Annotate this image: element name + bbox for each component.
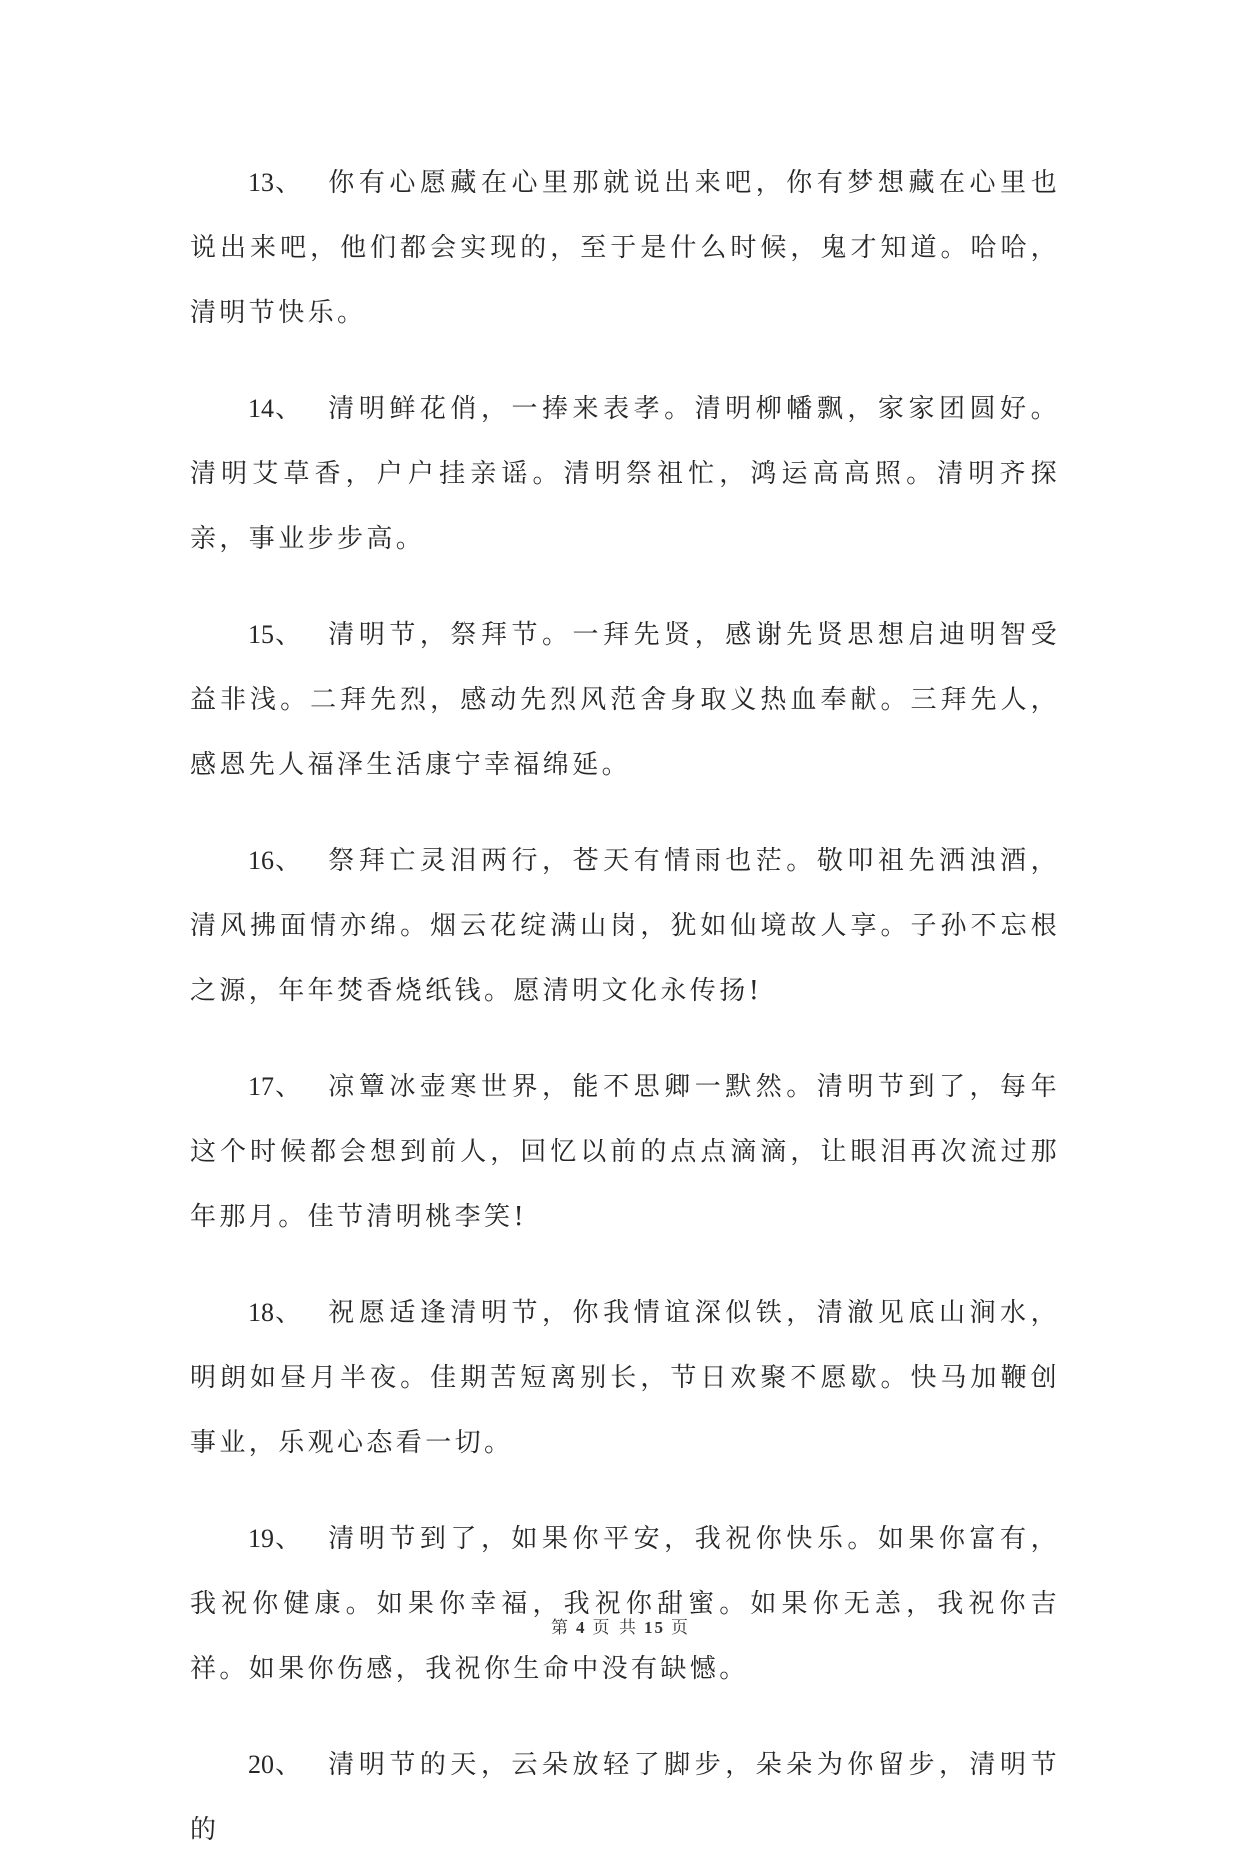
- page-footer: [0, 1613, 1241, 1638]
- paragraph-15: [190, 602, 1060, 798]
- item-text: 你有心愿藏在心里那就说出来吧，你有梦想藏在心里也说出来吧，他们都会实现的，至于是什么时候，鬼才知道。哈哈，清明节快乐。: [190, 168, 1060, 328]
- total-pages-number: 15: [643, 1618, 665, 1637]
- item-text: 凉簟冰壶寒世界，能不思卿一默然。清明节到了，每年这个时候都会想到前人，回忆以前的点点滴滴，让眼泪再次流过那年那月。佳节清明桃李笑!: [190, 1072, 1060, 1232]
- item-number: 18、: [248, 1298, 303, 1327]
- footer-prefix: 第: [551, 1618, 571, 1638]
- current-page-number: 4: [576, 1618, 587, 1637]
- item-text: 清明鲜花俏，一捧来表孝。清明柳幡飘，家家团圆好。清明艾草香，户户挂亲谣。清明祭祖忙，鸿运高高照。清明齐探亲，事业步步高。: [190, 394, 1060, 554]
- item-number: 14、: [248, 394, 303, 423]
- item-number: 20、: [248, 1750, 303, 1779]
- item-text: 清明节到了，如果你平安，我祝你快乐。如果你富有，我祝你健康。如果你幸福，我祝你甜蜜。如果你无恙，我祝你吉祥。如果你伤感，我祝你生命中没有缺憾。: [190, 1524, 1060, 1684]
- paragraph-17: [190, 1054, 1060, 1250]
- item-text: 清明节的天，云朵放轻了脚步，朵朵为你留步，清明节的: [190, 1750, 1060, 1845]
- item-number: 16、: [248, 846, 303, 875]
- item-number: 17、: [248, 1072, 303, 1101]
- item-number: 15、: [248, 620, 303, 649]
- paragraph-13: [190, 150, 1060, 346]
- paragraph-20: [190, 1732, 1060, 1863]
- item-text: 祝愿适逢清明节，你我情谊深似铁，清澈见底山涧水，明朗如昼月半夜。佳期苦短离别长，节日欢聚不愿歇。快马加鞭创事业，乐观心态看一切。: [190, 1298, 1060, 1458]
- paragraph-16: [190, 828, 1060, 1024]
- item-number: 13、: [248, 168, 303, 197]
- document-body: [190, 150, 1060, 1863]
- footer-suffix: 页: [670, 1618, 690, 1638]
- item-number: 19、: [248, 1524, 303, 1553]
- item-text: 祭拜亡灵泪两行，苍天有情雨也茫。敬叩祖先洒浊酒，清风拂面情亦绵。烟云花绽满山岗，犹如仙境故人享。子孙不忘根之源，年年焚香烧纸钱。愿清明文化永传扬!: [190, 846, 1060, 1006]
- paragraph-14: [190, 376, 1060, 572]
- footer-middle: 页 共: [592, 1618, 638, 1638]
- item-text: 清明节，祭拜节。一拜先贤，感谢先贤思想启迪明智受益非浅。二拜先烈，感动先烈风范舍身取义热血奉献。三拜先人，感恩先人福泽生活康宁幸福绵延。: [190, 620, 1060, 780]
- paragraph-19: [190, 1506, 1060, 1702]
- paragraph-18: [190, 1280, 1060, 1476]
